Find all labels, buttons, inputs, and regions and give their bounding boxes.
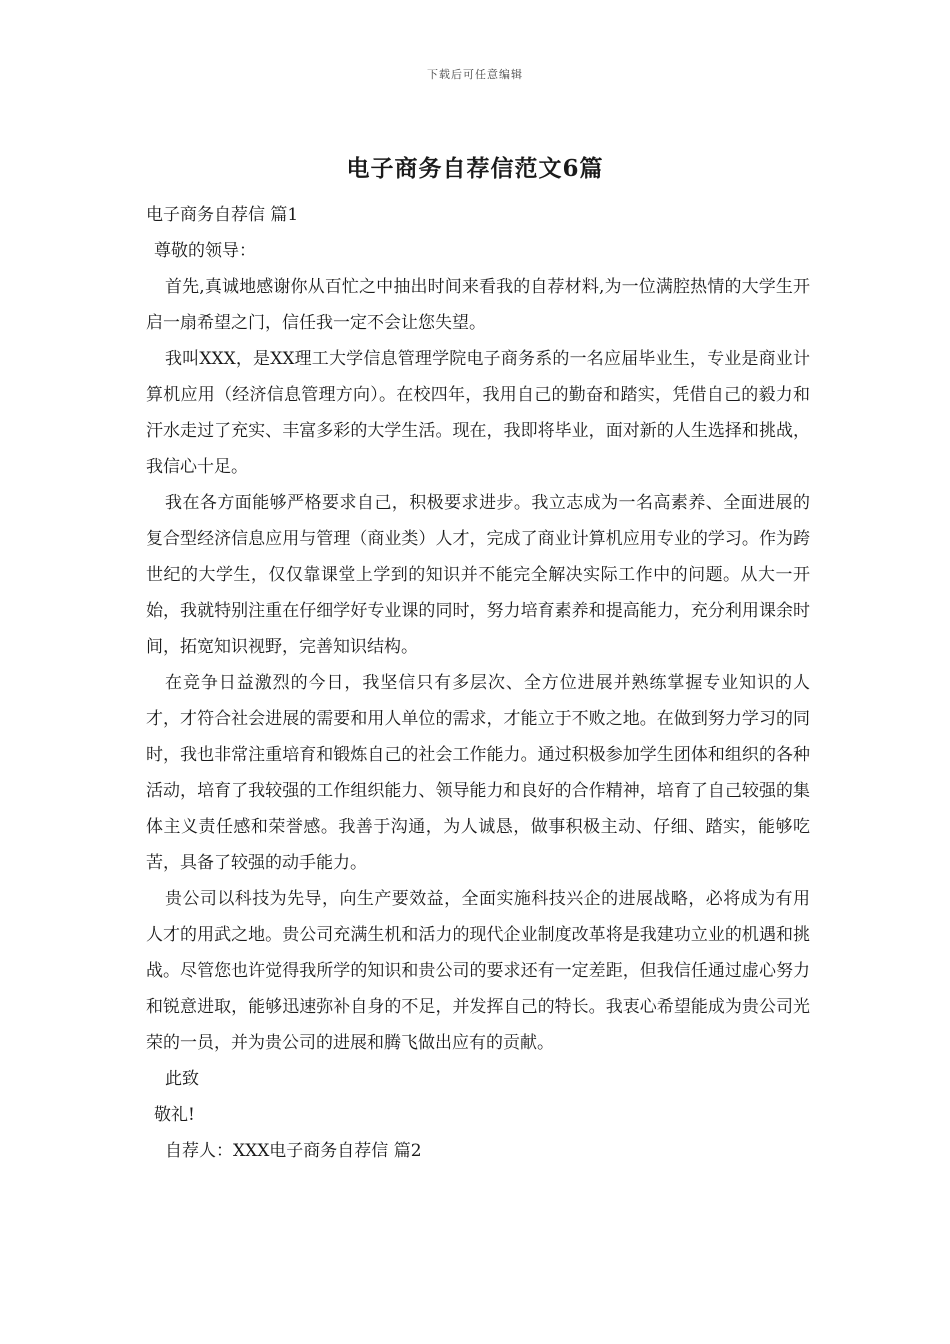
header-note: 下载后可任意编辑 xyxy=(427,68,523,81)
paragraph-2: 我叫XXX，是XX理工大学信息管理学院电子商务系的一名应届毕业生，专业是商业计算机应用（经济信息管理方向）。在校四年，我用自己的勤奋和踏实，凭借自己的毅力和汗水走过了充实、丰富多彩的大学生活。现在，我即将毕业，面对新的人生选择和挑战，我信心十足。 xyxy=(146,349,810,477)
section-heading: 电子商务自荐信 篇1 xyxy=(146,205,299,225)
closing-line-2: 敬礼! xyxy=(154,1105,195,1125)
paragraph-3: 我在各方面能够严格要求自己，积极要求进步。我立志成为一名高素养、全面进展的复合型经济信息应用与管理（商业类）人才，完成了商业计算机应用专业的学习。作为跨世纪的大学生，仅仅靠课堂上学到的知识并不能完全解决实际工作中的问题。从大一开始，我就特别注重在仔细学好专业课的同时，努力培育素养和提高能力，充分利用课余时间，拓宽知识视野，完善知识结构。 xyxy=(146,493,810,657)
signature-line: 自荐人：XXX电子商务自荐信 篇2 xyxy=(165,1141,422,1161)
paragraph-5: 贵公司以科技为先导，向生产要效益，全面实施科技兴企的进展战略，必将成为有用人才的用武之地。贵公司充满生机和活力的现代企业制度改革将是我建功立业的机遇和挑战。尽管您也许觉得我所学的知识和贵公司的要求还有一定差距，但我信任通过虚心努力和锐意进取，能够迅速弥补自身的不足，并发挥自己的特长。我衷心希望能成为贵公司光荣的一员，并为贵公司的进展和腾飞做出应有的贡献。 xyxy=(146,889,810,1053)
paragraph-1: 首先,真诚地感谢你从百忙之中抽出时间来看我的自荐材料,为一位满腔热情的大学生开启一扇希望之门，信任我一定不会让您失望。 xyxy=(146,277,810,333)
page-title: 电子商务自荐信范文6篇 xyxy=(346,155,604,182)
document-body xyxy=(146,197,810,1169)
closing-line-1: 此致 xyxy=(165,1069,199,1089)
paragraph-4: 在竞争日益激烈的今日，我坚信只有多层次、全方位进展并熟练掌握专业知识的人才，才符合社会进展的需要和用人单位的需求，才能立于不败之地。在做到努力学习的同时，我也非常注重培育和锻炼自己的社会工作能力。通过积极参加学生团体和组织的各种活动，培育了我较强的工作组织能力、领导能力和良好的合作精神，培育了自己较强的集体主义责任感和荣誉感。我善于沟通，为人诚恳，做事积极主动、仔细、踏实，能够吃苦，具备了较强的动手能力。 xyxy=(146,673,810,873)
salutation: 尊敬的领导： xyxy=(154,241,256,261)
